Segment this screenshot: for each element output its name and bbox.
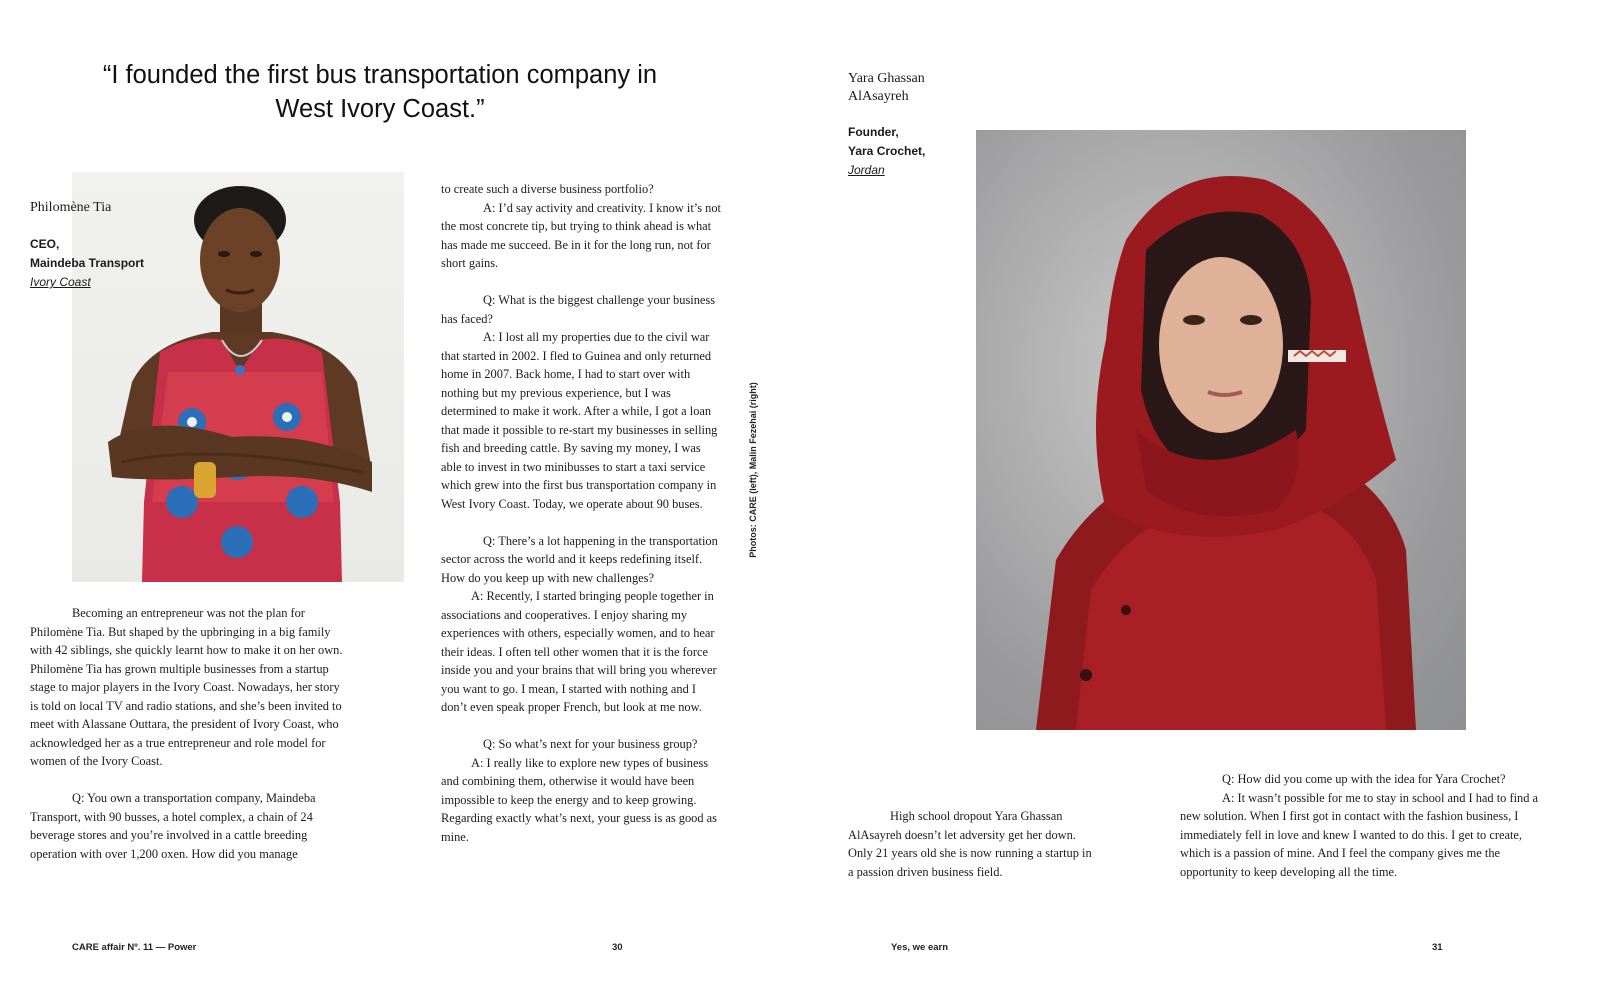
profile-name-line-1: Yara Ghassan: [848, 71, 925, 86]
page-number-right: 31: [1432, 942, 1443, 953]
profile-role-title-right: Founder,: [848, 125, 899, 139]
question-3: Q: There’s a lot happening in the transportation sector across the world and it keeps redefining itself. How do you keep up with new challenges?: [441, 533, 718, 585]
profile-name-line-2: AlAsayreh: [848, 89, 909, 104]
question-1-right: Q: How did you come up with the idea for Yara Crochet?: [1222, 772, 1506, 786]
intro-column-right: [848, 807, 1098, 881]
intro-paragraph: Becoming an entrepreneur was not the plan for Philomène Tia. But shaped by the upbringing in a big family with 42 siblings, she quickly learnt how to make it on her own. Philomène Tia has grown multiple businesses from a startup stage to major players in the Ivory Coast. Nowadays, her story is told on local TV and radio stations, and she’s been invited to meet with Alassane Outtara, the president of Ivory Coast, who acknowledged her as a true entrepreneur and role model for women of the Ivory Coast.: [30, 606, 343, 768]
answer-2: A: I lost all my properties due to the civil war that started in 2002. I fled to Guinea and only returned home in 2007. Back home, I had to start over with nothing but my previous experience, but I was determined to make it work. After a while, I got a loan that made it possible to re-start my businesses in selling fish and breeding cattle. By saving my money, I was able to invest in two minibusses to start a taxi service which grew into the first bus transportation company in West Ivory Coast. Today, we operate about 90 buses.: [441, 330, 718, 511]
article-column-2: [441, 180, 721, 846]
profile-role-company: Maindeba Transport: [30, 256, 145, 270]
profile-location-right[interactable]: Jordan: [848, 163, 885, 177]
intro-paragraph-right: High school dropout Yara Ghassan AlAsayreh doesn’t let adversity get her down. Only 21 years old she is now running a startup in a passion driven business field.: [848, 809, 1092, 879]
question-4: Q: So what’s next for your business group?: [483, 737, 698, 751]
footer-section: Yes, we earn: [891, 942, 949, 953]
answer-1: A: I’d say activity and creativity. I know it’s not the most concrete tip, but trying to think ahead is what has made me succeed. Be in it for the long run, not for short gains.: [441, 200, 722, 270]
question-1: Q: You own a transportation company, Maindeba Transport, with 90 busses, a hotel complex, a chain of 24 beverage stores and you’re involved in a cattle breeding operation with over 1,200 oxen. How did you manage: [30, 791, 316, 861]
question-1-cont: to create such a diverse business portfolio?: [441, 182, 654, 196]
pull-quote: “I founded the first bus transportation company in West Ivory Coast.”: [102, 61, 658, 123]
interview-column-right: [1180, 770, 1550, 881]
profile-name: Philomène Tia: [30, 200, 112, 215]
profile-role-title: CEO,: [30, 237, 60, 251]
profile-role-company-right: Yara Crochet,: [848, 144, 926, 158]
answer-4: A: I really like to explore new types of business and combining them, otherwise it would have been impossible to keep the energy and to keep growing. Regarding exactly what’s next, your guess is as good as mine.: [441, 755, 717, 844]
article-column-1: [30, 604, 348, 863]
question-2: Q: What is the biggest challenge your business has faced?: [441, 293, 716, 326]
answer-1-right: A: It wasn’t possible for me to stay in school and I had to find a new solution. When I first got in contact with the fashion business, I immediately fell in love and knew I wanted to do this. I get to create, which is a passion of mine. And I feel the company gives me the opportunity to keep developing all the time.: [1180, 790, 1539, 879]
photo-credit: Photos: CARE (left), Malin Fezehai (right): [748, 382, 758, 558]
profile-name-right: [848, 70, 925, 106]
footer-publication: CARE affair Nº. 11 — Power: [72, 942, 197, 953]
portrait-photo-yara: [976, 130, 1466, 730]
answer-3: A: Recently, I started bringing people together in associations and cooperatives. I enjoy sharing my experiences with others, especially women, and to hear their ideas. I often tell other women that it is the force inside you and your brains that will bring you wherever you want to go. I mean, I started with nothing and I don’t even speak proper French, but look at me now.: [441, 589, 717, 714]
page-number-left: 30: [612, 942, 623, 953]
profile-location[interactable]: Ivory Coast: [30, 275, 91, 289]
